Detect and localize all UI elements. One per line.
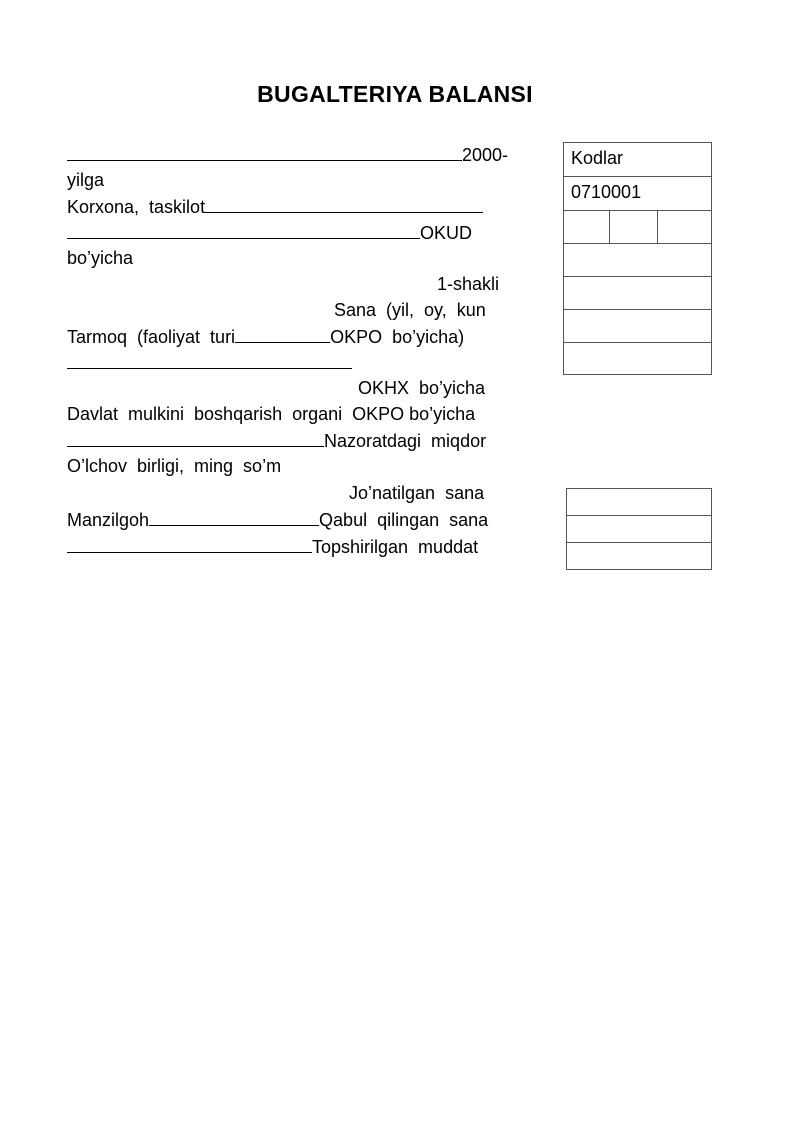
- qabul-label: Qabul qilingan sana: [319, 510, 489, 530]
- page-title: BUGALTERIYA BALANSI: [257, 81, 533, 107]
- year-suffix: 2000-: [462, 145, 509, 165]
- code-cell[interactable]: [564, 244, 711, 277]
- nazorat-label: Nazoratdagi miqdor: [324, 431, 487, 451]
- cell-divider: [657, 211, 658, 243]
- olchov-label: O’lchov birligi, ming so’m: [67, 456, 282, 476]
- korxona-line: [67, 195, 483, 218]
- okhx-label: OKHX bo’yicha: [358, 378, 486, 398]
- korxona-blank[interactable]: [205, 195, 483, 213]
- code-cell[interactable]: [564, 310, 711, 343]
- nazorat-blank[interactable]: [67, 429, 324, 447]
- date-line: [67, 143, 508, 166]
- korxona-label: Korxona, taskilot: [67, 197, 206, 217]
- sana-label: Sana (yil, oy, kun: [334, 300, 486, 320]
- tarmoq-blank[interactable]: [235, 325, 330, 343]
- code-cell[interactable]: [564, 343, 711, 374]
- date-cell[interactable]: [567, 489, 711, 516]
- codes-header: Kodlar: [564, 143, 711, 177]
- year-label: yilga: [67, 170, 105, 190]
- manzil-line: [67, 508, 488, 531]
- okud-label: OKUD: [420, 223, 473, 243]
- form-code-cell: 0710001: [564, 177, 711, 211]
- okud-line: [67, 221, 472, 244]
- extra-blank-line: [67, 351, 352, 374]
- date-blank[interactable]: [67, 143, 462, 161]
- topshirilgan-line: [67, 535, 478, 558]
- dates-table: [566, 488, 712, 570]
- codes-table: [563, 142, 712, 375]
- extra-blank[interactable]: [67, 351, 352, 369]
- manzil-blank[interactable]: [149, 508, 319, 526]
- topshirilgan-blank[interactable]: [67, 535, 312, 553]
- okpo-label: OKPO bo’yicha): [330, 327, 465, 347]
- okud-blank[interactable]: [67, 221, 420, 239]
- form-number: 1-shakli: [437, 274, 500, 294]
- okud-suffix: bo’yicha: [67, 248, 134, 268]
- tarmoq-label: Tarmoq (faoliyat turi: [67, 327, 236, 347]
- code-cell-split[interactable]: [564, 211, 711, 244]
- manzil-label: Manzilgoh: [67, 510, 150, 530]
- nazorat-line: [67, 429, 486, 452]
- davlat-label: Davlat mulkini boshqarish organi OKPO bo’yicha: [67, 404, 476, 424]
- date-cell[interactable]: [567, 543, 711, 569]
- topshirilgan-label: Topshirilgan muddat: [312, 537, 479, 557]
- tarmoq-line: [67, 325, 464, 348]
- jonatilgan-label: Jo’natilgan sana: [349, 483, 485, 503]
- code-cell[interactable]: [564, 277, 711, 310]
- cell-divider: [609, 211, 610, 243]
- date-cell[interactable]: [567, 516, 711, 543]
